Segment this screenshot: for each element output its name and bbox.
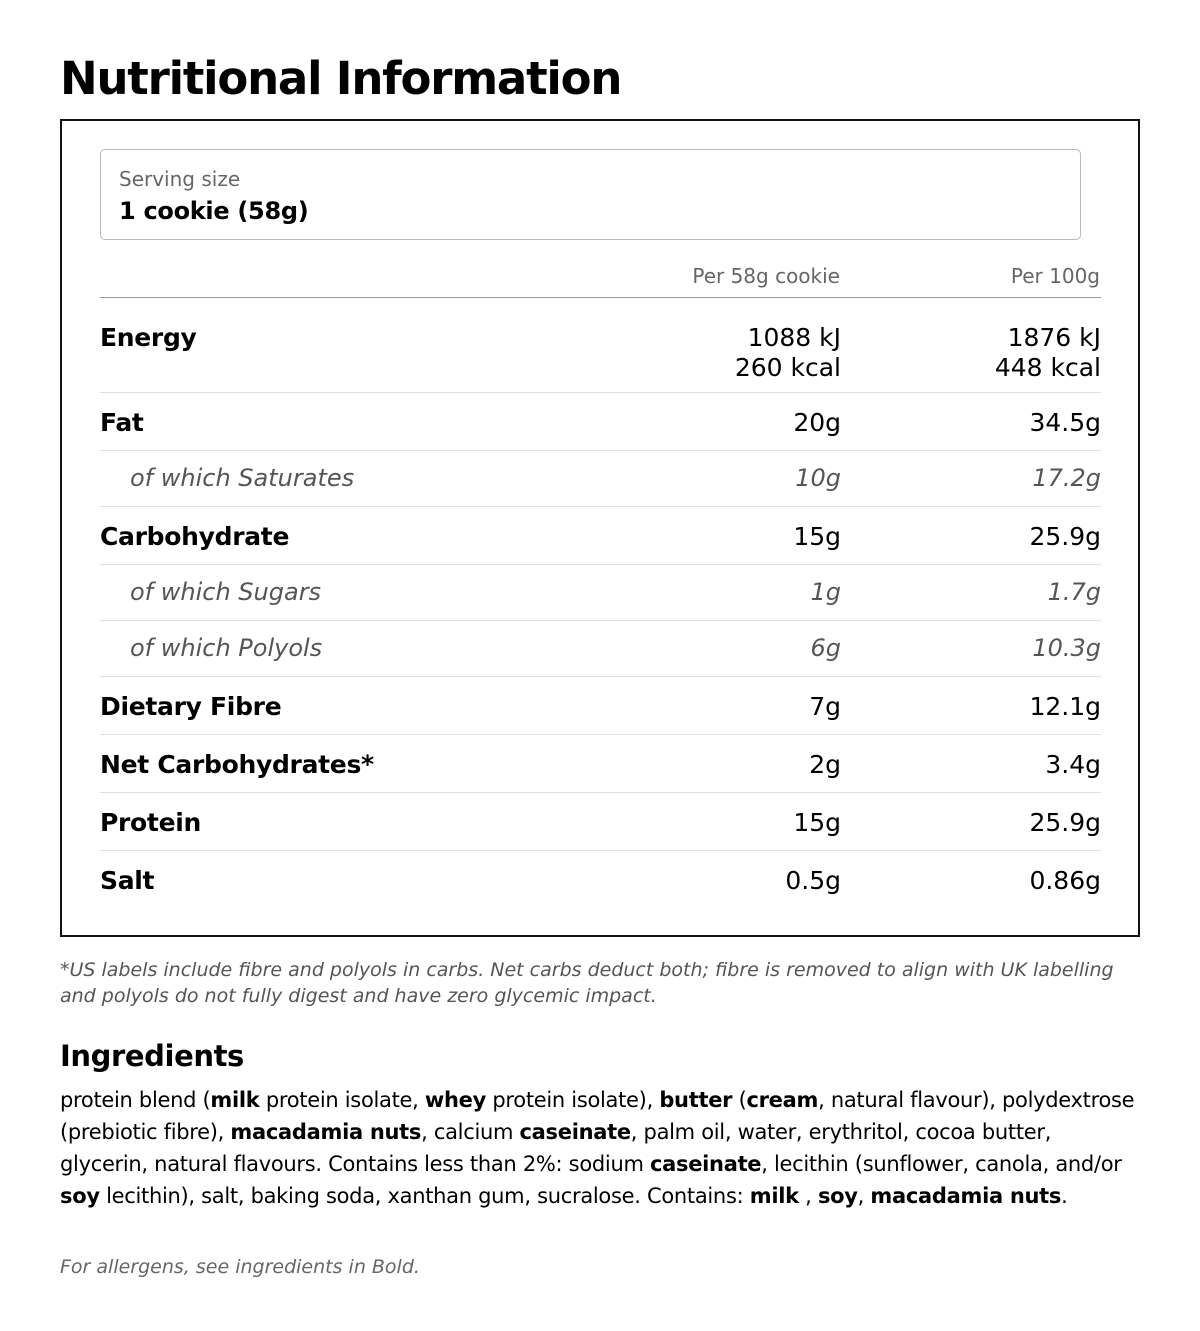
value-per-100g: 17.2g bbox=[1032, 464, 1101, 492]
row-divider bbox=[100, 676, 1101, 677]
nutrient-name: Energy bbox=[100, 323, 197, 352]
row-divider bbox=[100, 620, 1101, 621]
row-divider bbox=[100, 450, 1101, 451]
row-divider bbox=[100, 564, 1101, 565]
ingredients-list bbox=[60, 1084, 1140, 1212]
column-header-per-100g: Per 100g bbox=[1010, 264, 1100, 288]
energy-per-100g bbox=[995, 323, 1101, 383]
nutrient-row-fat bbox=[100, 408, 1101, 448]
value-per-serving: 15g bbox=[793, 808, 841, 837]
allergen-note: For allergens, see ingredients in Bold. bbox=[60, 1256, 420, 1278]
ingredient-text: , natural flavour), polydextrose (prebiotic fibre), bbox=[60, 1088, 1135, 1144]
row-divider bbox=[100, 792, 1101, 793]
value-per-serving: 15g bbox=[793, 522, 841, 551]
nutrient-name: Carbohydrate bbox=[100, 522, 290, 551]
nutrient-name: of which Sugars bbox=[130, 578, 322, 606]
value-per-100g: 3.4g bbox=[1045, 750, 1101, 779]
row-divider bbox=[100, 506, 1101, 507]
ingredients-heading: Ingredients bbox=[60, 1039, 244, 1073]
nutrient-row-salt bbox=[100, 866, 1101, 906]
nutrient-name: Net Carbohydrates* bbox=[100, 750, 374, 779]
serving-size-box bbox=[100, 149, 1081, 240]
allergen-term: caseinate bbox=[519, 1120, 631, 1144]
energy-per-serving-kcal: 260 kcal bbox=[734, 353, 841, 382]
page-title: Nutritional Information bbox=[60, 52, 622, 105]
ingredient-text: protein isolate), bbox=[486, 1088, 660, 1112]
nutrient-row-of-which-polyols bbox=[100, 634, 1101, 674]
allergen-term: butter bbox=[659, 1088, 733, 1112]
ingredient-text: protein blend ( bbox=[60, 1088, 211, 1112]
energy-per-serving bbox=[735, 323, 841, 383]
header-divider bbox=[100, 297, 1101, 298]
energy-per-100g-kj: 1876 kJ bbox=[1007, 323, 1101, 352]
nutrient-row-dietary-fibre bbox=[100, 692, 1101, 732]
serving-size-value: 1 cookie (58g) bbox=[119, 197, 309, 225]
value-per-100g: 12.1g bbox=[1029, 692, 1101, 721]
nutrient-name: Dietary Fibre bbox=[100, 692, 282, 721]
ingredient-text: , lecithin (sunflower, canola, and/or bbox=[761, 1152, 1122, 1176]
value-per-serving: 1g bbox=[810, 578, 841, 606]
nutrient-name: of which Saturates bbox=[130, 464, 355, 492]
ingredient-text: , calcium bbox=[421, 1120, 520, 1144]
nutrient-name: of which Polyols bbox=[130, 634, 323, 662]
ingredient-text: , palm oil, water, erythritol, cocoa butter, glycerin, natural flavours. Contains less than 2%: sodium bbox=[60, 1120, 1052, 1176]
serving-size-label: Serving size bbox=[119, 167, 241, 191]
allergen-term: macadamia nuts bbox=[230, 1120, 422, 1144]
value-per-serving: 20g bbox=[793, 408, 841, 437]
row-divider bbox=[100, 850, 1101, 851]
value-per-100g: 0.86g bbox=[1029, 866, 1101, 895]
ingredient-text: lecithin), salt, baking soda, xanthan gum, sucralose. Contains: bbox=[99, 1184, 750, 1208]
nutrient-name: Salt bbox=[100, 866, 155, 895]
nutrition-table-panel bbox=[60, 119, 1140, 937]
ingredient-text: , bbox=[857, 1184, 871, 1208]
value-per-100g: 1.7g bbox=[1047, 578, 1101, 606]
nutrient-row-carbohydrate bbox=[100, 522, 1101, 562]
value-per-100g: 25.9g bbox=[1029, 808, 1101, 837]
value-per-serving: 7g bbox=[809, 692, 841, 721]
allergen-term: whey bbox=[424, 1088, 486, 1112]
net-carbs-footnote: *US labels include fibre and polyols in carbs. Net carbs deduct both; fibre is removed to align with UK labelling and polyols do not fully digest and have zero glycemic impact. bbox=[60, 959, 1114, 1007]
allergen-term: milk bbox=[749, 1184, 799, 1208]
value-per-serving: 6g bbox=[810, 634, 841, 662]
ingredient-text: ( bbox=[732, 1088, 747, 1112]
value-per-100g: 10.3g bbox=[1032, 634, 1101, 662]
nutrient-name: Protein bbox=[100, 808, 202, 837]
energy-per-serving-kj: 1088 kJ bbox=[747, 323, 841, 352]
allergen-term: cream bbox=[746, 1088, 819, 1112]
nutrient-name: Fat bbox=[100, 408, 144, 437]
column-header-per-serving: Per 58g cookie bbox=[692, 264, 840, 288]
nutrient-row-net-carbohydrates bbox=[100, 750, 1101, 790]
row-divider bbox=[100, 734, 1101, 735]
value-per-100g: 34.5g bbox=[1029, 408, 1101, 437]
allergen-term: soy bbox=[817, 1184, 858, 1208]
allergen-term: caseinate bbox=[649, 1152, 762, 1176]
nutrient-row-of-which-saturates bbox=[100, 464, 1101, 504]
value-per-serving: 2g bbox=[809, 750, 841, 779]
value-per-serving: 0.5g bbox=[785, 866, 841, 895]
value-per-100g: 25.9g bbox=[1029, 522, 1101, 551]
ingredient-text: . bbox=[1061, 1184, 1068, 1208]
nutrient-row-energy bbox=[100, 321, 1101, 391]
allergen-term: soy bbox=[60, 1184, 100, 1208]
allergen-term: milk bbox=[210, 1088, 260, 1112]
allergen-term: macadamia nuts bbox=[870, 1184, 1062, 1208]
energy-per-100g-kcal: 448 kcal bbox=[994, 353, 1101, 382]
row-divider bbox=[100, 392, 1101, 393]
nutrient-row-of-which-sugars bbox=[100, 578, 1101, 618]
ingredient-text: protein isolate, bbox=[259, 1088, 425, 1112]
ingredient-text: , bbox=[798, 1184, 818, 1208]
value-per-serving: 10g bbox=[795, 464, 841, 492]
nutrient-row-protein bbox=[100, 808, 1101, 848]
